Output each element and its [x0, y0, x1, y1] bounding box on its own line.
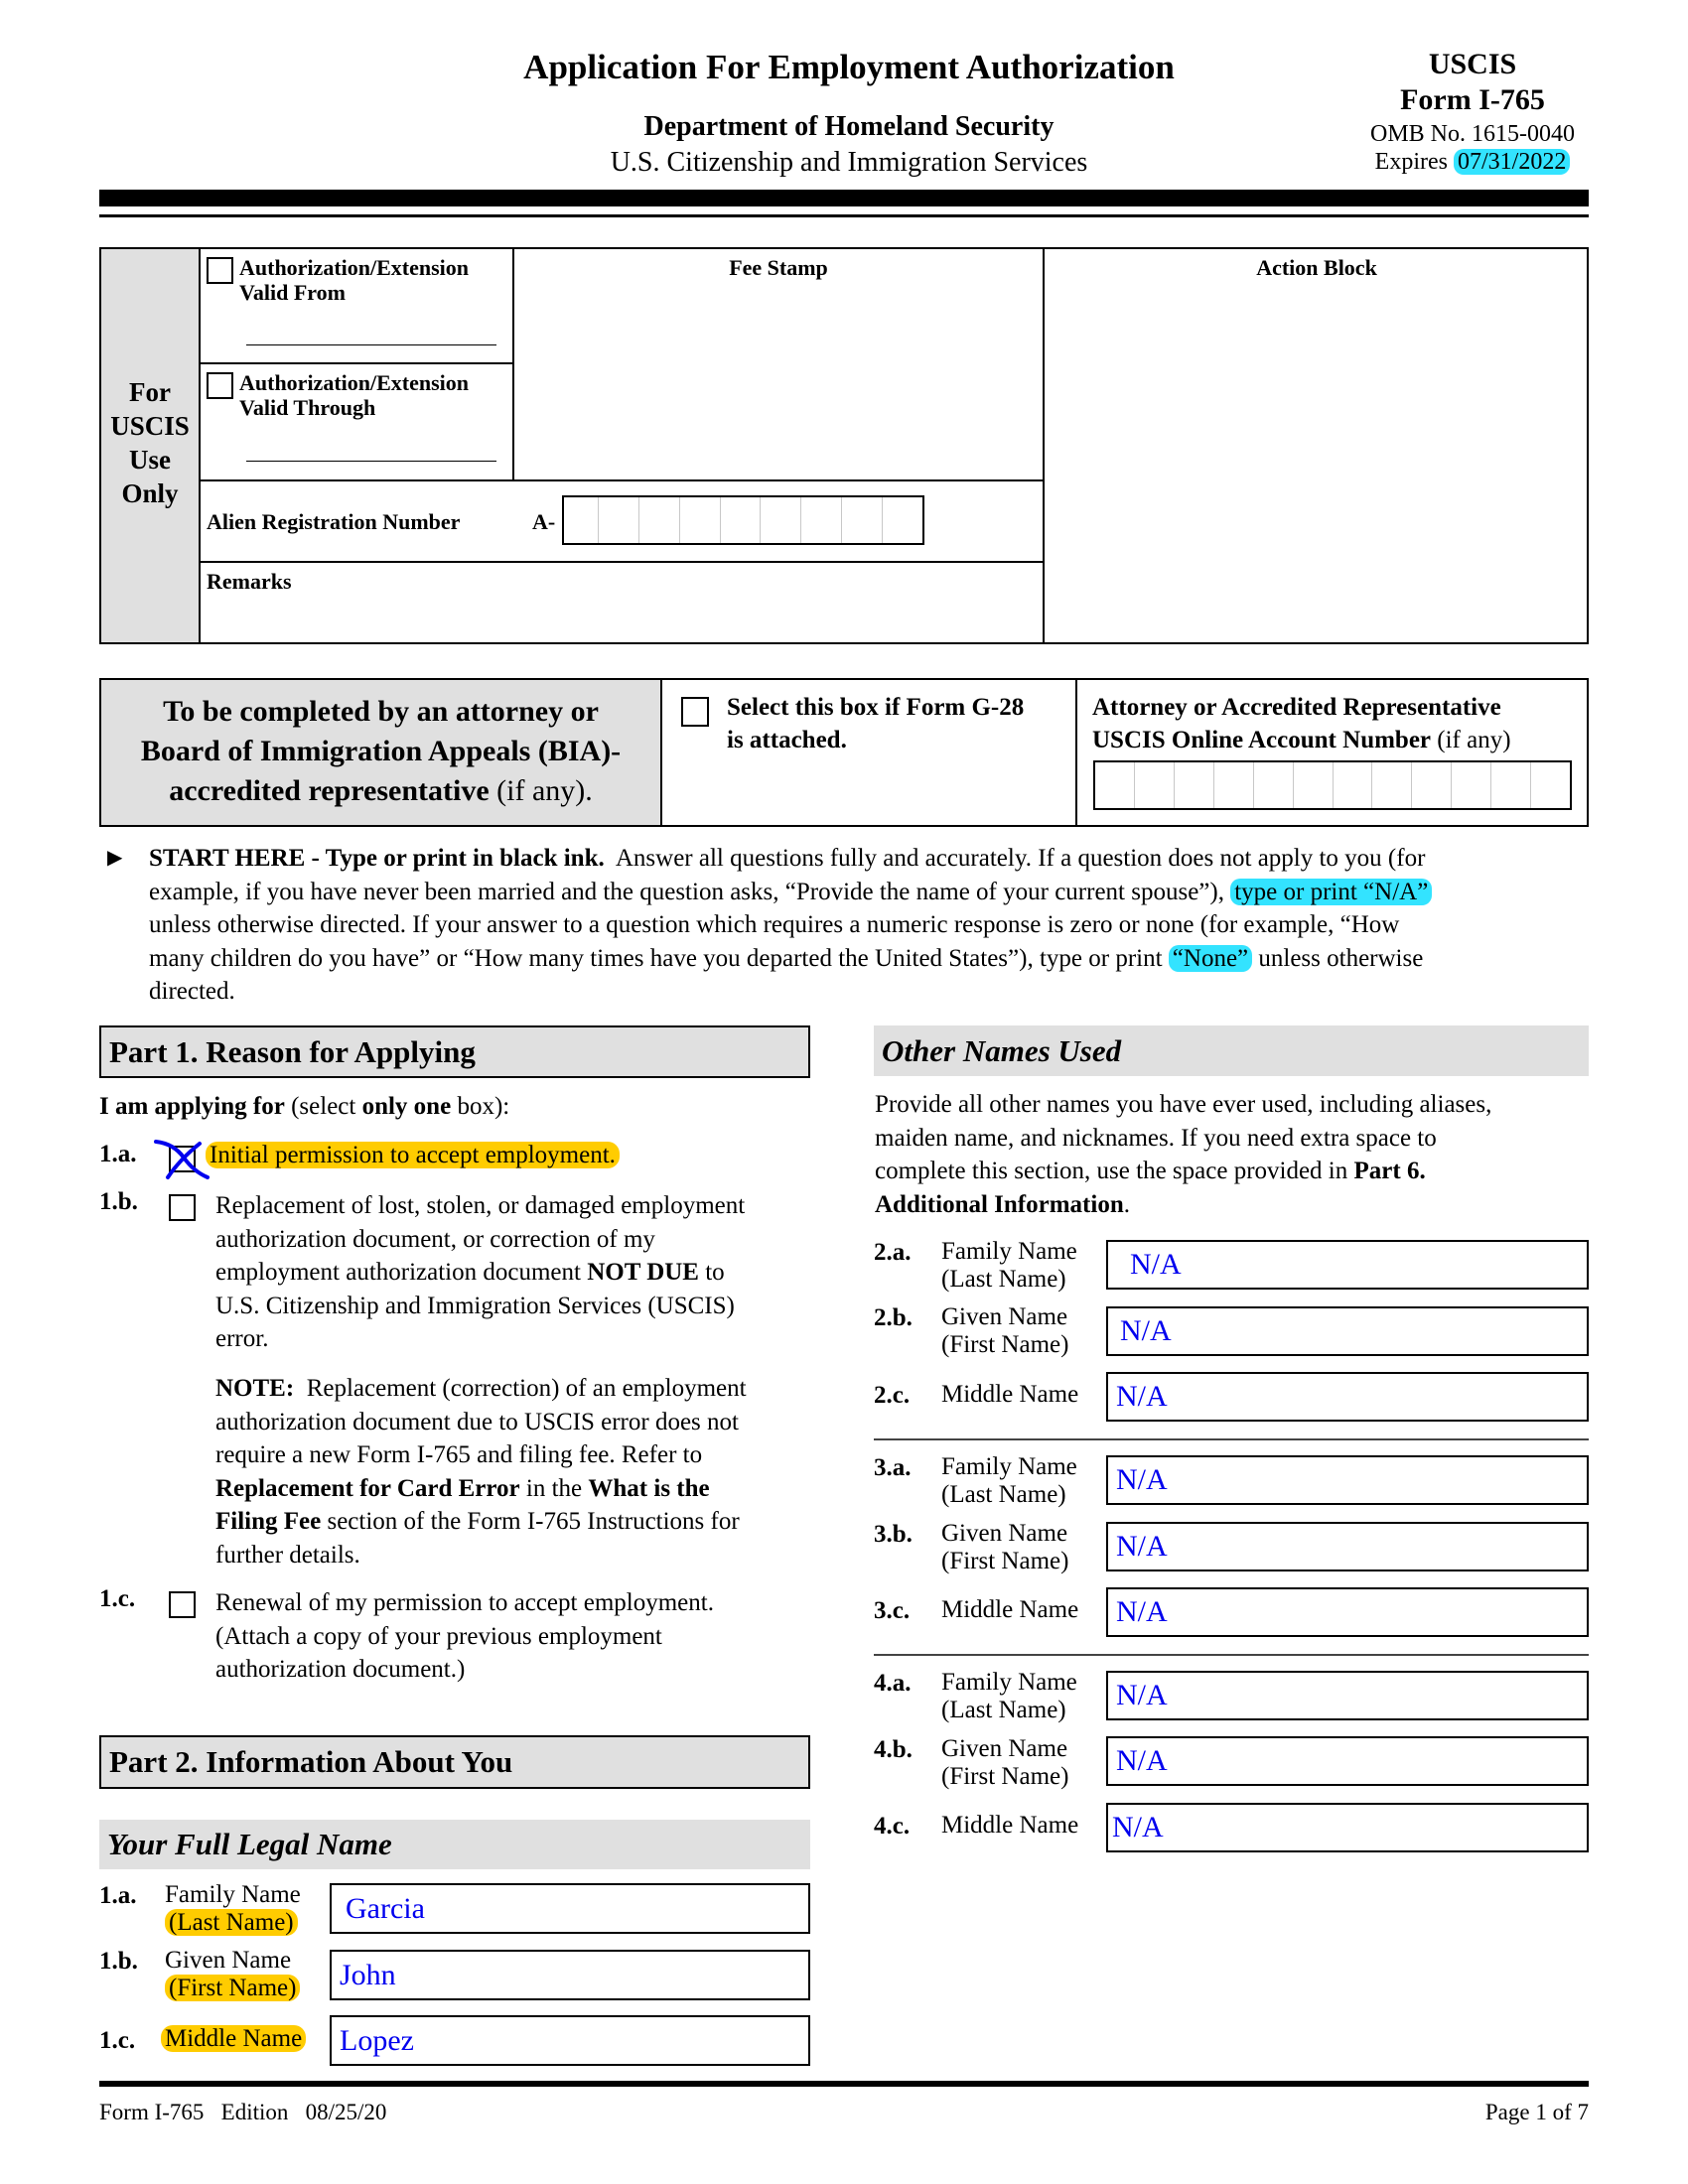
fee-stamp-label: Fee Stamp [729, 255, 828, 280]
footer-page: Page 1 of 7 [1484, 2100, 1589, 2124]
replacement-label [215, 1189, 811, 1356]
group-divider [874, 1438, 1589, 1440]
note-label: NOTE: [215, 1375, 295, 1402]
label-line: Valid Through [239, 395, 376, 420]
label-line: Middle Name [161, 2025, 306, 2052]
heading-suffix: (if any). [496, 774, 593, 807]
field-number: 2.b. [874, 1304, 913, 1331]
label-line: Renewal of my permission to accept employment. [215, 1589, 714, 1616]
heading-line: Board of Immigration Appeals (BIA)- [140, 735, 622, 767]
action-block-label: Action Block [1256, 255, 1377, 280]
field-number: 4.c. [874, 1813, 911, 1840]
desc-line: complete this section, use the space provided in [875, 1158, 1348, 1184]
desc-line: Provide all other names you have ever used, including aliases, [875, 1091, 1492, 1118]
side-label-line: For [129, 377, 171, 407]
label-line: (Last Name) [165, 1909, 298, 1936]
family-name-label [165, 1881, 301, 1937]
other-given-name-input-4b[interactable]: N/A [1106, 1736, 1589, 1786]
full-legal-name-title: Your Full Legal Name [107, 1827, 392, 1861]
instructions-text: directed. [149, 978, 235, 1005]
expires-label: Expires [1374, 149, 1448, 175]
instructions [149, 842, 1599, 1009]
part1-title: Part 1. Reason for Applying [109, 1033, 476, 1069]
account-number-label [1092, 691, 1511, 756]
prompt-text: box): [457, 1093, 510, 1120]
label-line: Attorney or Accredited Representative [1092, 694, 1501, 721]
label-line: (Attach a copy of your previous employment [215, 1622, 662, 1650]
label-line: employment authorization document [215, 1259, 581, 1286]
other-middle-name-input-4c[interactable]: N/A [1106, 1803, 1589, 1852]
department-name: Department of Homeland Security [643, 111, 1055, 142]
instructions-lead: START HERE - Type or print in black ink. [149, 845, 605, 872]
field-number: 2.c. [874, 1382, 911, 1409]
label-line: Given Name [941, 1303, 1068, 1330]
field-number: 4.b. [874, 1736, 913, 1763]
label-line: USCIS Online Account Number [1092, 727, 1432, 753]
highlight-none: “None” [1169, 945, 1252, 972]
other-middle-name-label: Middle Name [941, 1596, 1079, 1623]
option-number: 1.b. [99, 1188, 138, 1215]
desc-line: . [1123, 1190, 1130, 1218]
field-number: 3.c. [874, 1597, 911, 1624]
label-line: error. [215, 1325, 269, 1352]
prompt-text: (select [291, 1093, 356, 1120]
label-line: Family Name [941, 1453, 1077, 1480]
valid-from-field[interactable] [246, 344, 496, 345]
other-given-name-label [941, 1735, 1068, 1791]
g28-label [727, 691, 1024, 756]
divider [1075, 678, 1077, 827]
note-emphasis: Filing Fee [215, 1508, 322, 1535]
label-line: Family Name [165, 1881, 301, 1908]
option-number: 1.a. [99, 1141, 137, 1167]
label-line: Valid From [239, 280, 346, 305]
instructions-text: example, if you have never been married and the question asks, “Provide the name of your current spouse”), [149, 878, 1224, 905]
part1-header [99, 1025, 810, 1078]
valid-from-label [239, 255, 469, 305]
field-number: 3.b. [874, 1521, 913, 1548]
form-number: Form I-765 [1400, 83, 1545, 116]
label-line: Given Name [165, 1947, 292, 1974]
field-number: 3.a. [874, 1454, 912, 1481]
g28-checkbox[interactable] [681, 697, 709, 727]
valid-from-checkbox[interactable] [207, 257, 233, 284]
divider [199, 247, 201, 644]
renewal-label [215, 1586, 811, 1687]
side-label-line: USCIS [110, 411, 190, 441]
label-line: Family Name [941, 1238, 1077, 1265]
middle-name-input[interactable]: Lopez [330, 2015, 810, 2066]
heading-line: To be completed by an attorney or [163, 695, 599, 728]
instructions-text: unless otherwise directed. If your answer to a question which requires a numeric response is zero or none (for example, “How [149, 911, 1400, 938]
note-text: Replacement (correction) of an employment [306, 1375, 747, 1402]
prompt-text: only one [361, 1093, 452, 1120]
footer-edition: Form I-765 Edition 08/25/20 [99, 2100, 387, 2124]
other-given-name-input-3b[interactable]: N/A [1106, 1522, 1589, 1571]
full-legal-name-header [99, 1820, 810, 1869]
label-line: is attached. [727, 727, 847, 753]
other-middle-name-input-2c[interactable]: N/A [1106, 1372, 1589, 1422]
divider [199, 362, 512, 364]
other-names-description [875, 1088, 1590, 1221]
note-text: require a new Form I-765 and filing fee. Refer to [215, 1441, 703, 1468]
note-text: in the [525, 1474, 583, 1502]
field-number: 1.a. [99, 1882, 137, 1909]
desc-line: maiden name, and nicknames. If you need extra space to [875, 1124, 1437, 1152]
other-middle-name-input-3c[interactable]: N/A [1106, 1587, 1589, 1637]
other-middle-name-label: Middle Name [941, 1812, 1079, 1839]
other-names-title: Other Names Used [882, 1032, 1122, 1068]
alien-number-input[interactable] [562, 495, 924, 545]
label-line: authorization document, or correction of my [215, 1225, 655, 1253]
replacement-checkbox[interactable] [169, 1194, 196, 1221]
other-given-name-label [941, 1303, 1068, 1359]
header-rule-thick [99, 190, 1589, 206]
valid-through-checkbox[interactable] [207, 372, 233, 399]
expiration [1321, 149, 1624, 176]
label-line: (Last Name) [941, 1266, 1066, 1293]
renewal-checkbox[interactable] [169, 1591, 196, 1618]
side-label-line: Only [121, 478, 179, 508]
remarks-label: Remarks [207, 569, 292, 594]
label-line: (First Name) [941, 1548, 1069, 1574]
label-line: authorization document.) [215, 1656, 466, 1683]
desc-emphasis: Part 6. [1353, 1158, 1426, 1184]
account-number-input[interactable] [1093, 760, 1572, 810]
field-number: 2.a. [874, 1239, 912, 1266]
label-line: to [705, 1259, 725, 1286]
other-family-name-label [941, 1453, 1077, 1509]
agency-name: U.S. Citizenship and Immigration Services [610, 147, 1088, 178]
label-line: (First Name) [941, 1331, 1069, 1358]
other-names-header [874, 1025, 1589, 1076]
prompt-text: I am applying for [99, 1093, 285, 1120]
part1-prompt [99, 1090, 509, 1124]
label-line: (First Name) [941, 1763, 1069, 1790]
alien-prefix: A- [532, 509, 556, 534]
divider [660, 678, 662, 827]
option-number: 1.c. [99, 1585, 136, 1612]
label-line: Replacement of lost, stolen, or damaged employment [215, 1192, 746, 1219]
heading-line: accredited representative [169, 774, 490, 807]
label-line: Family Name [941, 1669, 1077, 1696]
other-family-name-input-4a[interactable]: N/A [1106, 1671, 1589, 1720]
omb-number: OMB No. 1615-0040 [1369, 121, 1575, 147]
divider [512, 247, 514, 480]
valid-through-label [239, 370, 469, 420]
label-line: Given Name [941, 1735, 1068, 1762]
family-name-input[interactable]: Garcia [330, 1883, 810, 1934]
label-line: (First Name) [165, 1975, 300, 2001]
note-text: section of the Form I-765 Instructions for [327, 1508, 740, 1535]
divider [199, 479, 1043, 481]
other-family-name-label [941, 1669, 1077, 1724]
expires-date: 07/31/2022 [1454, 149, 1570, 175]
note-text: authorization document due to USCIS error does not [215, 1408, 739, 1435]
note-emphasis: Replacement for Card Error [215, 1474, 520, 1502]
instructions-text: many children do you have” or “How many times have you departed the United States”), type or print [149, 944, 1163, 972]
form-title: Application For Employment Authorization [523, 48, 1175, 86]
label-line: Given Name [941, 1520, 1068, 1547]
label-suffix: (if any) [1437, 727, 1511, 753]
header-rule-thin [99, 214, 1589, 217]
other-family-name-label [941, 1238, 1077, 1294]
agency-short: USCIS [1428, 48, 1517, 80]
uscis-side-label [101, 375, 199, 510]
middle-name-label [161, 2025, 306, 2053]
field-number: 4.a. [874, 1670, 912, 1697]
label-line: Authorization/Extension [239, 370, 470, 395]
option-label [206, 1139, 620, 1172]
uscis-use-only-box [99, 247, 1589, 644]
initial-permission-label: Initial permission to accept employment. [206, 1142, 620, 1168]
label-line: U.S. Citizenship and Immigration Services (USCIS) [215, 1292, 735, 1319]
divider [199, 561, 1043, 563]
label-line: (Last Name) [941, 1697, 1066, 1723]
other-middle-name-label: Middle Name [941, 1381, 1079, 1408]
other-family-name-input-2a[interactable]: N/A [1106, 1240, 1589, 1290]
other-given-name-input-2b[interactable]: N/A [1106, 1306, 1589, 1356]
label-line: Authorization/Extension [239, 255, 470, 280]
label-emphasis: NOT DUE [587, 1259, 699, 1286]
part2-title: Part 2. Information About You [109, 1744, 513, 1779]
desc-emphasis: Additional Information [875, 1190, 1124, 1218]
label-line: Select this box if Form G-28 [727, 694, 1025, 721]
other-family-name-input-3a[interactable]: N/A [1106, 1455, 1589, 1505]
other-given-name-label [941, 1520, 1068, 1575]
footer-rule [99, 2081, 1589, 2087]
field-number: 1.c. [99, 2027, 136, 2054]
given-name-label [165, 1947, 300, 2002]
label-line: (Last Name) [941, 1481, 1066, 1508]
instructions-text: Answer all questions fully and accurately. If a question does not apply to you (for [615, 845, 1426, 872]
given-name-input[interactable]: John [330, 1950, 810, 2000]
note-text: further details. [215, 1541, 360, 1569]
arrow-icon: ▶ [107, 847, 123, 869]
group-divider [874, 1654, 1589, 1656]
instructions-text: unless otherwise [1258, 944, 1424, 972]
side-label-line: Use [129, 445, 171, 475]
checked-x-icon [154, 1138, 213, 1181]
part2-header [99, 1735, 810, 1789]
attorney-heading [101, 692, 660, 811]
alien-reg-label: Alien Registration Number [207, 509, 461, 534]
note-emphasis: What is the [588, 1474, 710, 1502]
highlight-na: type or print “N/A” [1230, 879, 1432, 905]
divider [1043, 247, 1045, 644]
field-number: 1.b. [99, 1948, 138, 1975]
replacement-note [215, 1372, 811, 1571]
valid-through-field[interactable] [246, 461, 496, 462]
